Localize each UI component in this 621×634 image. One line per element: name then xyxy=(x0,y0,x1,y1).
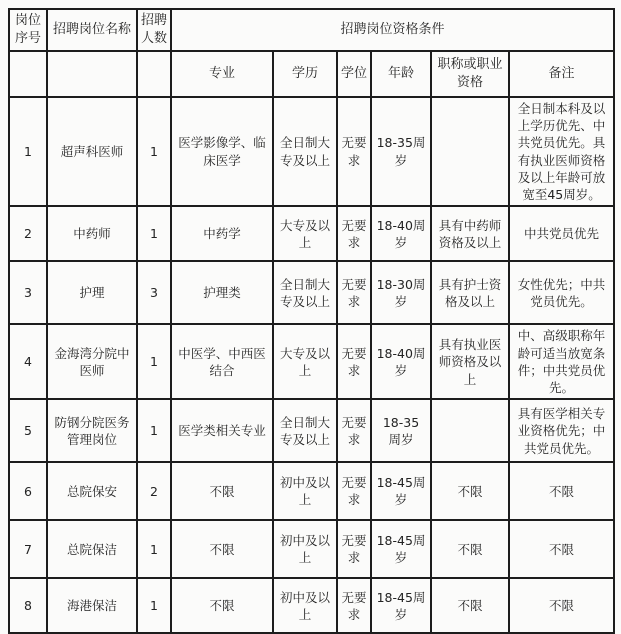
cell-age: 18-45周岁 xyxy=(371,462,431,520)
table-row xyxy=(9,97,614,207)
cell-title: 具有护士资格及以上 xyxy=(431,261,509,324)
table-row xyxy=(9,462,614,520)
cell-education: 全日制大专及以上 xyxy=(273,97,337,207)
cell-degree: 无要求 xyxy=(337,462,371,520)
cell-remark: 不限 xyxy=(509,578,614,633)
cell-no: 7 xyxy=(9,520,47,578)
cell-title: 不限 xyxy=(431,578,509,633)
header-empty-no xyxy=(9,51,47,97)
cell-degree: 无要求 xyxy=(337,399,371,462)
cell-no: 1 xyxy=(9,97,47,207)
header-empty-count xyxy=(137,51,171,97)
cell-education: 初中及以上 xyxy=(273,462,337,520)
cell-major: 不限 xyxy=(171,462,273,520)
cell-title xyxy=(431,399,509,462)
cell-education: 大专及以上 xyxy=(273,206,337,261)
cell-position: 金海湾分院中医师 xyxy=(47,324,137,399)
cell-count: 1 xyxy=(137,324,171,399)
table-row xyxy=(9,399,614,462)
cell-count: 1 xyxy=(137,97,171,207)
cell-education: 全日制大专及以上 xyxy=(273,399,337,462)
cell-count: 1 xyxy=(137,399,171,462)
header-sub-age: 年龄 xyxy=(371,51,431,97)
cell-position: 防钢分院医务管理岗位 xyxy=(47,399,137,462)
cell-remark: 全日制本科及以上学历优先、中共党员优先。具有执业医师资格及以上年龄可放宽至45周岁。 xyxy=(509,97,614,207)
table-row xyxy=(9,578,614,633)
cell-major: 中医学、中西医结合 xyxy=(171,324,273,399)
cell-position: 总院保洁 xyxy=(47,520,137,578)
cell-title: 具有中药师资格及以上 xyxy=(431,206,509,261)
cell-no: 8 xyxy=(9,578,47,633)
cell-title xyxy=(431,97,509,207)
cell-count: 1 xyxy=(137,206,171,261)
cell-remark: 具有医学相关专业资格优先；中共党员优先。 xyxy=(509,399,614,462)
cell-remark: 不限 xyxy=(509,520,614,578)
cell-position: 中药师 xyxy=(47,206,137,261)
cell-education: 全日制大专及以上 xyxy=(273,261,337,324)
cell-no: 2 xyxy=(9,206,47,261)
cell-age: 18-30周岁 xyxy=(371,261,431,324)
cell-age: 18-45周岁 xyxy=(371,578,431,633)
header-sub-major: 专业 xyxy=(171,51,273,97)
cell-major: 医学影像学、临床医学 xyxy=(171,97,273,207)
table-row xyxy=(9,206,614,261)
cell-position: 海港保洁 xyxy=(47,578,137,633)
cell-education: 大专及以上 xyxy=(273,324,337,399)
cell-no: 4 xyxy=(9,324,47,399)
header-row-2 xyxy=(9,51,614,97)
cell-major: 中药学 xyxy=(171,206,273,261)
cell-remark: 中共党员优先 xyxy=(509,206,614,261)
cell-education: 初中及以上 xyxy=(273,578,337,633)
cell-remark: 女性优先；中共党员优先。 xyxy=(509,261,614,324)
cell-no: 6 xyxy=(9,462,47,520)
cell-count: 2 xyxy=(137,462,171,520)
cell-age: 18-45周岁 xyxy=(371,520,431,578)
cell-education: 初中及以上 xyxy=(273,520,337,578)
header-col-position: 招聘岗位名称 xyxy=(47,9,137,51)
cell-degree: 无要求 xyxy=(337,261,371,324)
cell-major: 医学类相关专业 xyxy=(171,399,273,462)
cell-degree: 无要求 xyxy=(337,578,371,633)
cell-count: 1 xyxy=(137,578,171,633)
recruitment-table xyxy=(8,8,615,634)
cell-degree: 无要求 xyxy=(337,520,371,578)
cell-position: 护理 xyxy=(47,261,137,324)
cell-age: 18-40周岁 xyxy=(371,206,431,261)
header-col-qual-group: 招聘岗位资格条件 xyxy=(171,9,614,51)
cell-count: 1 xyxy=(137,520,171,578)
cell-major: 护理类 xyxy=(171,261,273,324)
header-row-1 xyxy=(9,9,614,51)
header-col-count: 招聘人数 xyxy=(137,9,171,51)
cell-remark: 中、高级职称年龄可适当放宽条件；中共党员优先。 xyxy=(509,324,614,399)
header-sub-degree: 学位 xyxy=(337,51,371,97)
cell-age: 18-35 周岁 xyxy=(371,399,431,462)
cell-age: 18-40周岁 xyxy=(371,324,431,399)
cell-position: 总院保安 xyxy=(47,462,137,520)
cell-title: 不限 xyxy=(431,462,509,520)
cell-remark: 不限 xyxy=(509,462,614,520)
cell-age: 18-35周岁 xyxy=(371,97,431,207)
cell-major: 不限 xyxy=(171,520,273,578)
cell-major: 不限 xyxy=(171,578,273,633)
table-row xyxy=(9,324,614,399)
cell-degree: 无要求 xyxy=(337,206,371,261)
cell-no: 3 xyxy=(9,261,47,324)
cell-degree: 无要求 xyxy=(337,97,371,207)
table-row xyxy=(9,261,614,324)
cell-title: 不限 xyxy=(431,520,509,578)
header-sub-remark: 备注 xyxy=(509,51,614,97)
cell-count: 3 xyxy=(137,261,171,324)
cell-title: 具有执业医师资格及以上 xyxy=(431,324,509,399)
cell-degree: 无要求 xyxy=(337,324,371,399)
cell-no: 5 xyxy=(9,399,47,462)
header-sub-title: 职称或职业资格 xyxy=(431,51,509,97)
header-empty-position xyxy=(47,51,137,97)
header-col-no: 岗位序号 xyxy=(9,9,47,51)
cell-position: 超声科医师 xyxy=(47,97,137,207)
header-sub-education: 学历 xyxy=(273,51,337,97)
table-row xyxy=(9,520,614,578)
